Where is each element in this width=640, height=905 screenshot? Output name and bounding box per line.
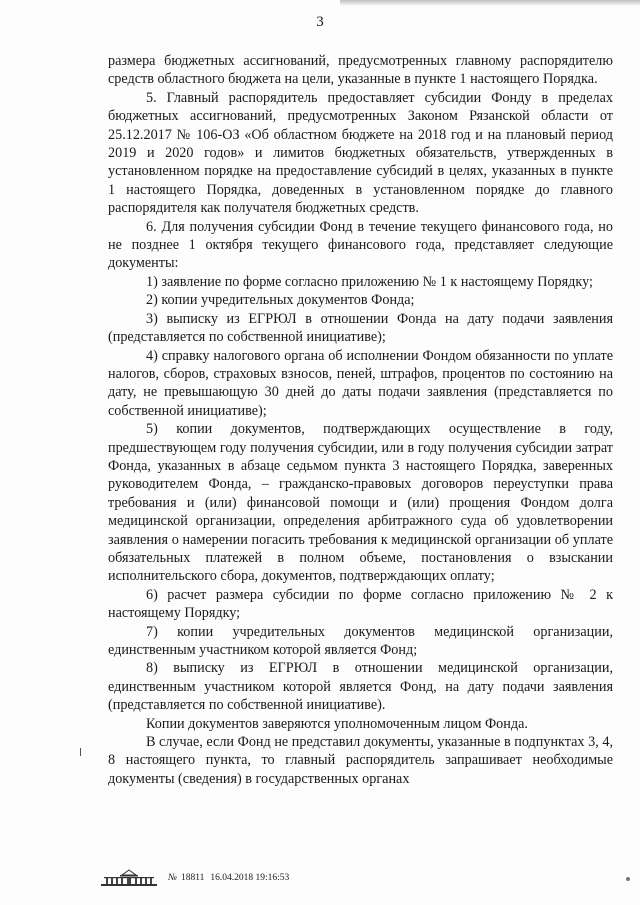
corner-mark xyxy=(626,877,630,881)
document-footer xyxy=(100,867,289,889)
footer-timestamp: 16.04.2018 19:16:53 xyxy=(210,873,290,883)
list-item-8: 8) выписку из ЕГРЮЛ в отношении медицинской организации, единственным участником которой является Фонд, на дату подачи заявления (представляется по собственной инициативе). xyxy=(108,660,613,714)
page-number: 3 xyxy=(316,14,324,30)
list-item-6: 6) расчет размера субсидии по форме согласно приложению № 2 к настоящему Порядку; xyxy=(108,586,613,622)
footer-document-number: 18811 xyxy=(180,873,205,883)
footer-number-sign: № xyxy=(168,873,177,883)
margin-mark xyxy=(80,748,81,756)
list-item-7: 7) копии учредительных документов медицинской организации, единственным участником которой является Фонд; xyxy=(108,623,613,658)
paragraph-6: 6. Для получения субсидии Фонд в течение текущего финансового года, но не позднее 1 октября текущего финансового года, представляет следующие документы: xyxy=(108,218,613,272)
list-item-2: 2) копии учредительных документов Фонда; xyxy=(146,292,415,309)
paragraph-5: 5. Главный распорядитель предоставляет субсидии Фонду в пределах бюджетных ассигнований, предусмотренных Законом Рязанской области от 25.12.2017 № 106-ОЗ «Об областном бюджете на 2018 год и на плановый период 2019 и 2020 годов» и лимитов бюджетных обязательств, утвержденных в установленном порядке на предоставление субсидий в целях, указанных в пункте 1 настоящего Порядка, доведенных в установленном порядке до главного распорядителя как получателя бюджетных средств. xyxy=(108,89,613,217)
list-item-4: 4) справку налогового органа об исполнении Фондом обязанности по уплате налогов, сборов, страховых взносов, пеней, штрафов, процентов по состоянию на дату, не превышающую 30 дней до даты подачи заявления (представляется по собственной инициативе); xyxy=(108,347,613,419)
copies-note: Копии документов заверяются уполномоченным лицом Фонда. xyxy=(146,715,528,732)
scan-edge-shadow xyxy=(340,0,640,6)
final-paragraph: В случае, если Фонд не представил документы, указанные в подпунктах 3, 4, 8 настоящего пункта, то главный распорядитель запрашивает необходимые документы (сведения) в государственных органах xyxy=(108,734,613,787)
list-item-1: 1) заявление по форме согласно приложению № 1 к настоящему Порядку; xyxy=(146,273,593,290)
list-item-3: 3) выписку из ЕГРЮЛ в отношении Фонда на дату подачи заявления (представляется по собственной инициативе); xyxy=(108,310,613,346)
continuation-paragraph: размера бюджетных ассигнований, предусмотренных главному распорядителю средств областного бюджета на цели, указанные в пункте 1 настоящего Порядка. xyxy=(108,53,613,88)
government-building-stamp-icon xyxy=(100,869,158,887)
list-item-5: 5) копии документов, подтверждающих осуществление в году, предшествующем году получения субсидии, или в году получения субсидии затрат Фонда, указанных в абзаце седьмом пункта 3 настоящего Порядка, заверенных руководителем Фонда, – гражданско-правовых договоров переуступки права требования и (или) финансовой помощи и (или) прощения Фондом долга медицинской организации, определения арбитражного суда об удовлетворении заявления о намерении погасить требования к медицинской организации об уплате обязательных платежей в полном объеме, постановления о взыскании исполнительского сбора, документов, подтверждающих оплату; xyxy=(108,421,613,585)
document-body xyxy=(108,52,613,788)
